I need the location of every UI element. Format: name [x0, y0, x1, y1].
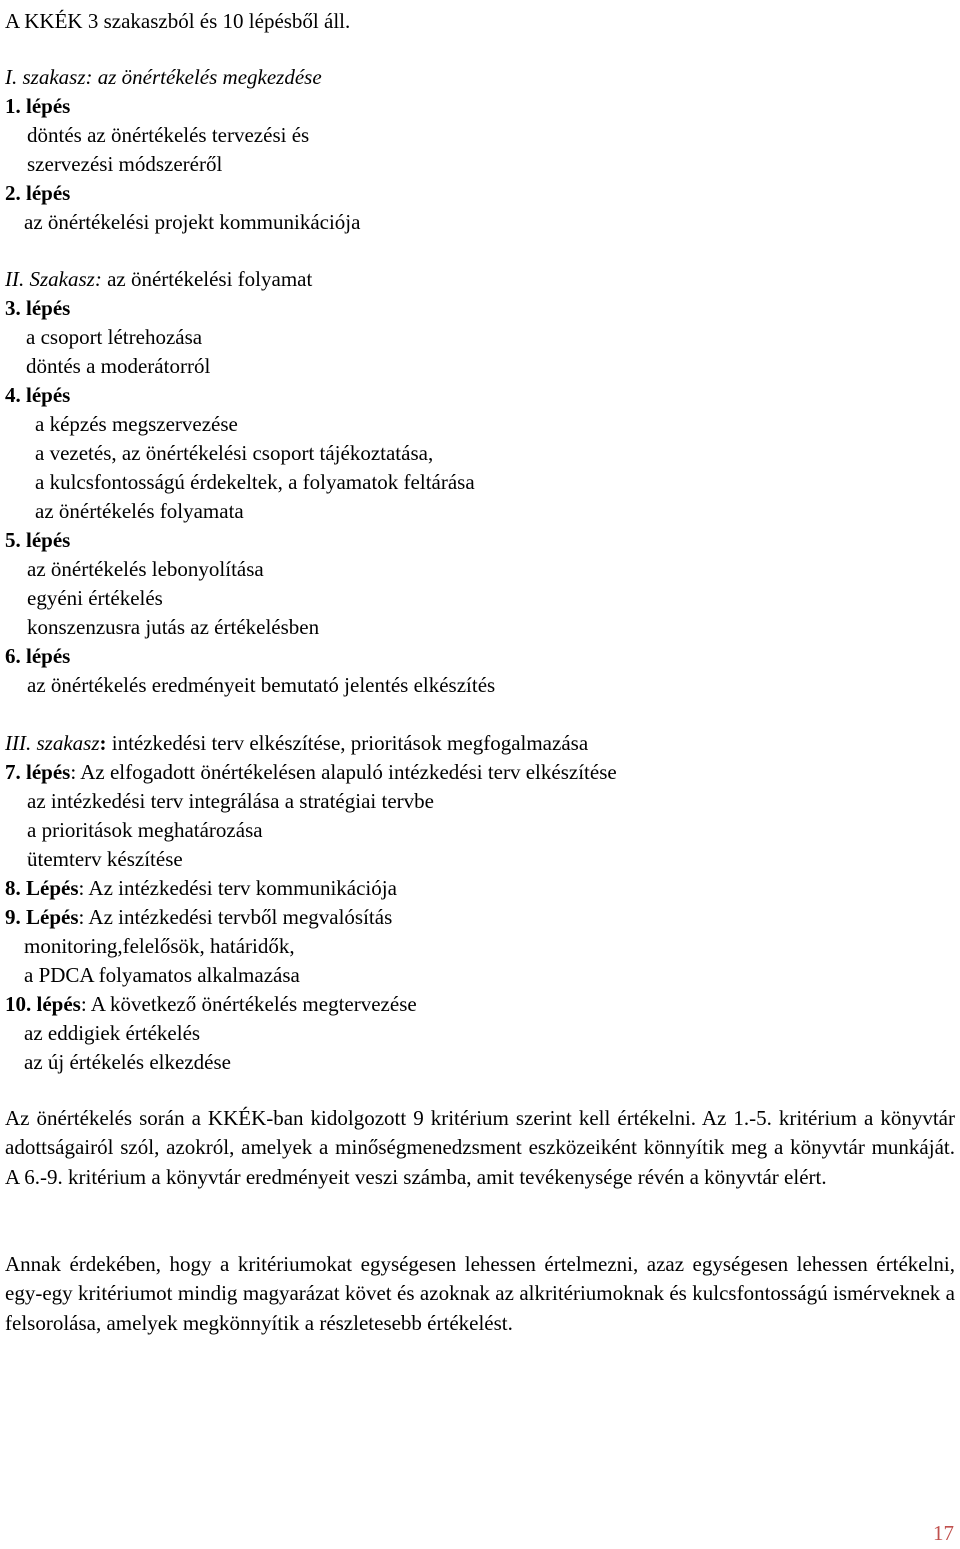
- step-7-rest: : Az elfogadott önértékelésen alapuló intézkedési terv elkészítése: [70, 760, 617, 784]
- step-9-heading: [5, 904, 392, 930]
- step-4-label: 4. lépés: [5, 383, 71, 407]
- step-5-item: az önértékelés lebonyolítása: [27, 557, 264, 581]
- step-3-item: döntés a moderátorról: [26, 354, 211, 378]
- paragraph-interpretation: Annak érdekében, hogy a kritériumokat egységesen lehessen értelmezni, azaz egységesen lehessen értékelni, egy-egy kritériumot mindig magyarázat követ és azoknak az alkritériumoknak és kulcsfontosságú ismérveknek a felsorolása, amelyek megkönnyítik a részletesebb értékelést.: [5, 1252, 955, 1335]
- section-1-title: I. szakasz: az önértékelés megkezdése: [5, 65, 322, 89]
- step-10-num: 10. lépés: [5, 992, 81, 1016]
- step-9-item: a PDCA folyamatos alkalmazása: [24, 963, 300, 987]
- step-7-word: lépés: [20, 760, 71, 784]
- step-3-label: 3. lépés: [5, 296, 71, 320]
- step-10-heading: [5, 991, 417, 1017]
- step-4-item: a képzés megszervezése: [35, 412, 238, 436]
- section-2-title-prefix: II. Szakasz:: [5, 267, 102, 291]
- step-5-item: egyéni értékelés: [27, 586, 163, 610]
- step-1-label: 1. lépés: [5, 94, 71, 118]
- step-3-item: a csoport létrehozása: [26, 325, 203, 349]
- step-8-num: 8. Lépés: [5, 876, 79, 900]
- step-1-item: döntés az önértékelés tervezési és: [27, 123, 310, 147]
- step-4-item: az önértékelés folyamata: [35, 499, 244, 523]
- section-3-title-prefix: III. szakasz: [5, 731, 100, 755]
- step-9-num: 9. Lépés: [5, 905, 79, 929]
- step-5-item: konszenzusra jutás az értékelésben: [27, 615, 320, 639]
- step-7-num: 7.: [5, 760, 21, 784]
- step-9-item: monitoring,felelősök, határidők,: [24, 934, 295, 958]
- step-6-item: az önértékelés eredményeit bemutató jelentés elkészítés: [27, 673, 496, 697]
- section-3-title-rest: intézkedési terv elkészítése, prioritások megfogalmazása: [106, 731, 589, 755]
- intro-line: A KKÉK 3 szakaszból és 10 lépésből áll.: [5, 9, 351, 33]
- section-3-title: [5, 730, 588, 756]
- step-8-rest: : Az intézkedési terv kommunikációja: [78, 876, 397, 900]
- step-4-item: a kulcsfontosságú érdekeltek, a folyamatok feltárása: [35, 470, 475, 494]
- step-9-rest: : Az intézkedési tervből megvalósítás: [78, 905, 393, 929]
- section-2-title: [5, 266, 312, 292]
- step-7-item: a prioritások meghatározása: [27, 818, 263, 842]
- step-2-item: az önértékelési projekt kommunikációja: [24, 210, 361, 234]
- step-4-item: a vezetés, az önértékelési csoport tájékoztatása,: [35, 441, 434, 465]
- step-1-item: szervezési módszeréről: [27, 152, 223, 176]
- paragraph-criteria: Az önértékelés során a KKÉK-ban kidolgozott 9 kritérium szerint kell értékelni. Az 1.-5. kritérium a könyvtár adottságairól szól, azokról, amelyek a minőségmenedzsment eszközeiként könnyítik meg a könyvtár munkáját. A 6.-9. kritérium a könyvtár eredményeit veszi számba, amit tevékenysége révén a könyvtár elért.: [5, 1106, 955, 1189]
- step-5-label: 5. lépés: [5, 528, 71, 552]
- step-10-item: az eddigiek értékelés: [24, 1021, 201, 1045]
- step-7-heading: [5, 759, 617, 785]
- step-6-label: 6. lépés: [5, 644, 71, 668]
- step-8-heading: [5, 875, 397, 901]
- page-number: 17: [933, 1521, 954, 1545]
- step-10-rest: : A következő önértékelés megtervezése: [80, 992, 417, 1016]
- step-7-item: az intézkedési terv integrálása a stratégiai tervbe: [27, 789, 434, 813]
- step-7-item: ütemterv készítése: [27, 847, 183, 871]
- section-3-title-colon: :: [99, 731, 107, 755]
- section-2-title-rest: az önértékelési folyamat: [101, 267, 313, 291]
- step-2-label: 2. lépés: [5, 181, 71, 205]
- step-10-item: az új értékelés elkezdése: [24, 1050, 231, 1074]
